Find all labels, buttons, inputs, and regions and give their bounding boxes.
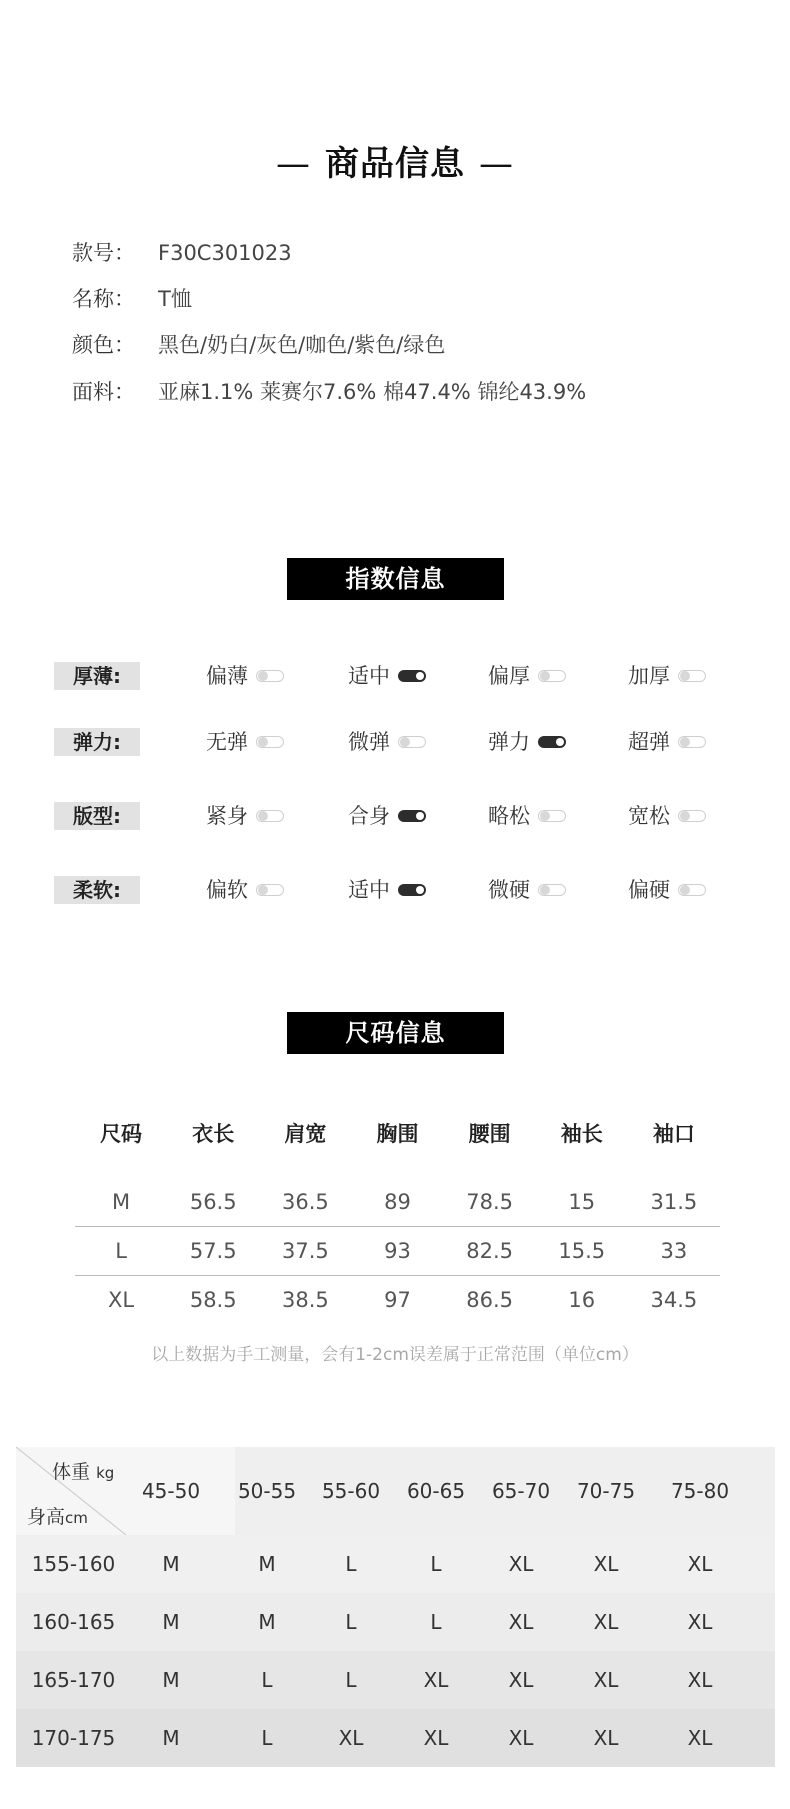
index-option-label: 偏薄 — [206, 664, 248, 688]
weight-range-header: 45-50 — [141, 1479, 201, 1503]
index-option-label: 略松 — [488, 804, 530, 828]
index-option — [488, 661, 566, 691]
weight-range-header: 60-65 — [406, 1479, 466, 1503]
weight-range-header: 65-70 — [491, 1479, 551, 1503]
toggle-on-icon — [398, 810, 426, 822]
toggle-off-icon — [538, 884, 566, 896]
index-option-label: 加厚 — [628, 664, 670, 688]
toggle-knob — [258, 811, 268, 821]
recommended-size-cell: XL — [508, 1552, 534, 1576]
table-cell: 93 — [384, 1239, 411, 1263]
table-cell: 36.5 — [281, 1190, 329, 1214]
table-cell: 34.5 — [650, 1288, 698, 1312]
table-cell: 58.5 — [189, 1288, 237, 1312]
toggle-on-icon — [398, 670, 426, 682]
index-option-label: 适中 — [348, 878, 390, 902]
toggle-knob — [680, 737, 690, 747]
toggle-knob — [540, 811, 550, 821]
recommended-size-cell: M — [162, 1668, 180, 1692]
index-option — [628, 801, 706, 831]
recommended-size-cell: L — [261, 1726, 273, 1750]
toggle-off-icon — [678, 884, 706, 896]
recommended-size-cell: L — [430, 1552, 442, 1576]
toggle-knob — [680, 811, 690, 821]
corner-height-text: 身高 — [27, 1506, 66, 1528]
index-option — [348, 801, 426, 831]
recommended-size-cell: L — [345, 1552, 357, 1576]
toggle-on-icon — [398, 884, 426, 896]
recommended-size-cell: L — [345, 1610, 357, 1634]
table-cell: 78.5 — [466, 1190, 514, 1214]
header-cell: 腰围 — [468, 1122, 511, 1146]
toggle-knob — [540, 671, 550, 681]
info-key: 颜色： — [72, 333, 135, 357]
toggle-knob — [540, 885, 550, 895]
height-range-label: 160-165 — [31, 1610, 116, 1634]
toggle-off-icon — [256, 810, 284, 822]
info-row-style-no — [72, 238, 292, 268]
index-row-label: 柔软: — [54, 876, 140, 904]
height-range-label: 155-160 — [31, 1552, 116, 1576]
index-option-label: 适中 — [348, 664, 390, 688]
recommended-size-cell: XL — [423, 1668, 449, 1692]
toggle-on-icon — [538, 736, 566, 748]
recommended-size-cell: M — [162, 1610, 180, 1634]
index-option-label: 合身 — [348, 804, 390, 828]
table-cell: 38.5 — [281, 1288, 329, 1312]
corner-height-unit: cm — [65, 1509, 88, 1527]
index-option-label: 弹力 — [488, 730, 530, 754]
toggle-off-icon — [538, 670, 566, 682]
table-cell: M — [112, 1190, 131, 1214]
recommended-size-cell: XL — [338, 1726, 364, 1750]
table-cell: 86.5 — [466, 1288, 514, 1312]
weight-range-header: 70-75 — [576, 1479, 636, 1503]
table-cell: 82.5 — [466, 1239, 514, 1263]
table-cell: 97 — [384, 1288, 411, 1312]
table-row — [75, 1178, 720, 1227]
toggle-off-icon — [678, 736, 706, 748]
index-option — [348, 875, 426, 905]
recommended-size-cell: XL — [593, 1726, 619, 1750]
info-key: 面料： — [72, 380, 135, 404]
index-option-label: 微弹 — [348, 730, 390, 754]
index-option — [348, 661, 426, 691]
toggle-knob — [258, 885, 268, 895]
index-option-label: 微硬 — [488, 878, 530, 902]
product-info-title — [0, 136, 790, 185]
index-option — [206, 727, 284, 757]
weight-range-header: 75-80 — [670, 1479, 730, 1503]
size-table-header — [75, 1110, 720, 1158]
recommended-size-cell: XL — [687, 1726, 713, 1750]
size-table — [75, 1110, 720, 1324]
recommended-size-cell: XL — [508, 1726, 534, 1750]
table-cell: 31.5 — [650, 1190, 698, 1214]
toggle-knob — [556, 738, 564, 746]
info-key: 款号： — [72, 241, 135, 265]
table-row — [75, 1227, 720, 1276]
index-option-label: 超弹 — [628, 730, 670, 754]
corner-height-label — [27, 1502, 88, 1529]
recommended-size-cell: XL — [593, 1552, 619, 1576]
header-cell: 衣长 — [192, 1122, 235, 1146]
info-value: 亚麻1.1% 莱赛尔7.6% 棉47.4% 锦纶43.9% — [158, 380, 587, 404]
toggle-knob — [416, 672, 424, 680]
info-row-name — [72, 284, 192, 314]
index-row-label: 版型: — [54, 802, 140, 830]
info-row-color — [72, 330, 445, 360]
corner-weight-unit: kg — [96, 1464, 115, 1482]
index-option — [488, 875, 566, 905]
title-dash-right: — — [479, 144, 514, 184]
toggle-off-icon — [398, 736, 426, 748]
recommended-size-cell: L — [430, 1610, 442, 1634]
info-value: T恤 — [158, 287, 192, 311]
measurement-note: 以上数据为手工测量，会有1-2cm误差属于正常范围（单位cm） — [151, 1345, 639, 1365]
header-cell: 肩宽 — [284, 1122, 327, 1146]
recommended-size-cell: XL — [687, 1668, 713, 1692]
size-recommendation-grid — [16, 1447, 775, 1767]
index-option — [628, 727, 706, 757]
table-row — [75, 1276, 720, 1324]
header-cell: 胸围 — [376, 1122, 419, 1146]
index-option — [348, 727, 426, 757]
height-range-label: 170-175 — [31, 1726, 116, 1750]
weight-range-header: 50-55 — [237, 1479, 297, 1503]
size-info-banner: 尺码信息 — [287, 1012, 504, 1054]
recommended-size-cell: XL — [508, 1610, 534, 1634]
toggle-knob — [416, 886, 424, 894]
index-option-label: 偏硬 — [628, 878, 670, 902]
index-option-label: 无弹 — [206, 730, 248, 754]
recommended-size-cell: XL — [423, 1726, 449, 1750]
table-cell: 16 — [568, 1288, 596, 1312]
index-option-label: 紧身 — [206, 804, 248, 828]
index-option — [628, 661, 706, 691]
recommended-size-cell: L — [261, 1668, 273, 1692]
product-info-title-text: 商品信息 — [325, 144, 465, 184]
index-option-label: 宽松 — [628, 804, 670, 828]
index-row-label: 弹力: — [54, 728, 140, 756]
info-key: 名称： — [72, 287, 135, 311]
info-value: 黑色/奶白/灰色/咖色/紫色/绿色 — [158, 333, 446, 357]
recommended-size-cell: XL — [593, 1610, 619, 1634]
index-row-label: 厚薄: — [54, 662, 140, 690]
table-cell: 15.5 — [558, 1239, 606, 1263]
index-option — [206, 801, 284, 831]
info-row-fabric — [72, 377, 586, 407]
index-option — [488, 727, 566, 757]
recommended-size-cell: M — [162, 1726, 180, 1750]
toggle-knob — [416, 812, 424, 820]
toggle-knob — [400, 737, 410, 747]
toggle-off-icon — [256, 884, 284, 896]
info-value: F30C301023 — [158, 241, 292, 265]
toggle-knob — [258, 737, 268, 747]
header-cell: 袖长 — [560, 1122, 603, 1146]
index-option — [628, 875, 706, 905]
table-cell: 15 — [568, 1190, 596, 1214]
height-range-label: 165-170 — [31, 1668, 116, 1692]
toggle-knob — [258, 671, 268, 681]
index-info-banner: 指数信息 — [287, 558, 504, 600]
corner-weight-label — [52, 1457, 114, 1484]
table-cell: L — [115, 1239, 127, 1263]
recommended-size-cell: XL — [687, 1610, 713, 1634]
title-dash-left: — — [276, 144, 311, 184]
table-cell: 57.5 — [189, 1239, 237, 1263]
recommended-size-cell: M — [258, 1610, 276, 1634]
toggle-off-icon — [678, 670, 706, 682]
table-cell: 33 — [660, 1239, 688, 1263]
index-option-label: 偏软 — [206, 878, 248, 902]
index-option — [488, 801, 566, 831]
toggle-off-icon — [678, 810, 706, 822]
toggle-off-icon — [256, 670, 284, 682]
weight-range-header: 55-60 — [321, 1479, 381, 1503]
toggle-off-icon — [538, 810, 566, 822]
index-option — [206, 875, 284, 905]
toggle-knob — [680, 885, 690, 895]
index-option — [206, 661, 284, 691]
table-cell: 89 — [384, 1190, 411, 1214]
recommended-size-cell: L — [345, 1668, 357, 1692]
recommended-size-cell: XL — [687, 1552, 713, 1576]
table-cell: XL — [108, 1288, 135, 1312]
header-cell: 袖口 — [652, 1122, 695, 1146]
table-cell: 37.5 — [281, 1239, 329, 1263]
corner-weight-text: 体重 — [52, 1461, 91, 1483]
header-cell: 尺码 — [100, 1122, 143, 1146]
toggle-knob — [680, 671, 690, 681]
table-cell: 56.5 — [189, 1190, 237, 1214]
recommended-size-cell: XL — [593, 1668, 619, 1692]
recommended-size-cell: XL — [508, 1668, 534, 1692]
index-option-label: 偏厚 — [488, 664, 530, 688]
recommended-size-cell: M — [162, 1552, 180, 1576]
recommended-size-cell: M — [258, 1552, 276, 1576]
toggle-off-icon — [256, 736, 284, 748]
